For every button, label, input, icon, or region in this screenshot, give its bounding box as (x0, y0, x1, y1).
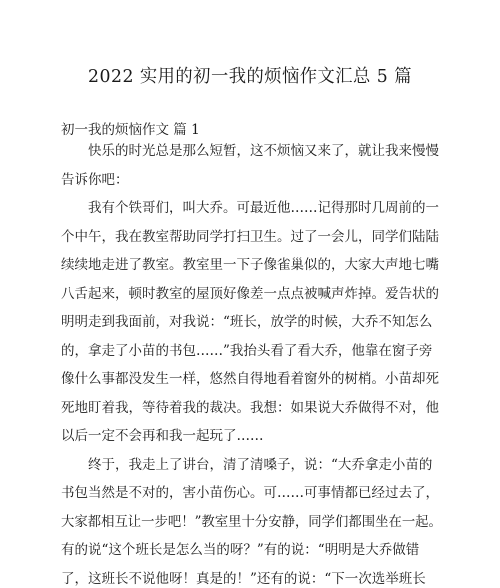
paragraph-line: 了，这班长不说他呀！真是的！”还有的说：“下一次选举班长 (61, 570, 426, 587)
document-title: 2022 实用的初一我的烦恼作文汇总 5 篇 (88, 66, 412, 87)
paragraph-line: 终于，我走上了讲台，清了清嗓子，说：“大乔拿走小苗的 (88, 456, 433, 473)
paragraph-line: 书包当然是不对的，害小苗伤心。可……可事情都已经过去了， (61, 485, 439, 501)
paragraph-line: 快乐的时光总是那么短暂，这不烦恼又来了，就让我来慢慢 (88, 143, 439, 159)
paragraph-line: 八舌起来，顿时教室的屋顶好像差一点点被喊声炸掉。爱告状的 (61, 285, 439, 302)
paragraph-line: 死地盯着我，等待着我的裁决。我想：如果说大乔做得不对，他 (61, 399, 439, 416)
paragraph-line: 个中午，我在教室帮助同学打扫卫生。过了一会儿，同学们陆陆 (61, 228, 439, 245)
paragraph-line: 我有个铁哥们，叫大乔。可最近他……记得那时几周前的一 (88, 200, 439, 216)
paragraph-line: 明明走到我面前，对我说：“班长，放学的时候，大乔不知怎么 (61, 314, 433, 330)
paragraph-line: 有的说“这个班长是怎么当的呀？”有的说：“明明是大乔做错 (61, 542, 420, 558)
paragraph-line: 大家都相互让一步吧！”教室里十分安静，同学们都围坐在一起。 (61, 513, 442, 530)
paragraph-line: 像什么事都没发生一样，悠然自得地看着窗外的树梢。小苗却死 (61, 371, 439, 387)
section-heading: 初一我的烦恼作文 篇 1 (61, 122, 200, 138)
paragraph-line: 的，拿走了小苗的书包……”我抬头看了看大乔，他靠在窗子旁 (61, 342, 433, 359)
paragraph-line: 以后一定不会再和我一起玩了…… (61, 428, 264, 444)
paragraph-line: 续续地走进了教室。教室里一下子像雀巢似的，大家大声地七嘴 (61, 257, 439, 273)
paragraph-line: 告诉你吧： (61, 171, 129, 188)
